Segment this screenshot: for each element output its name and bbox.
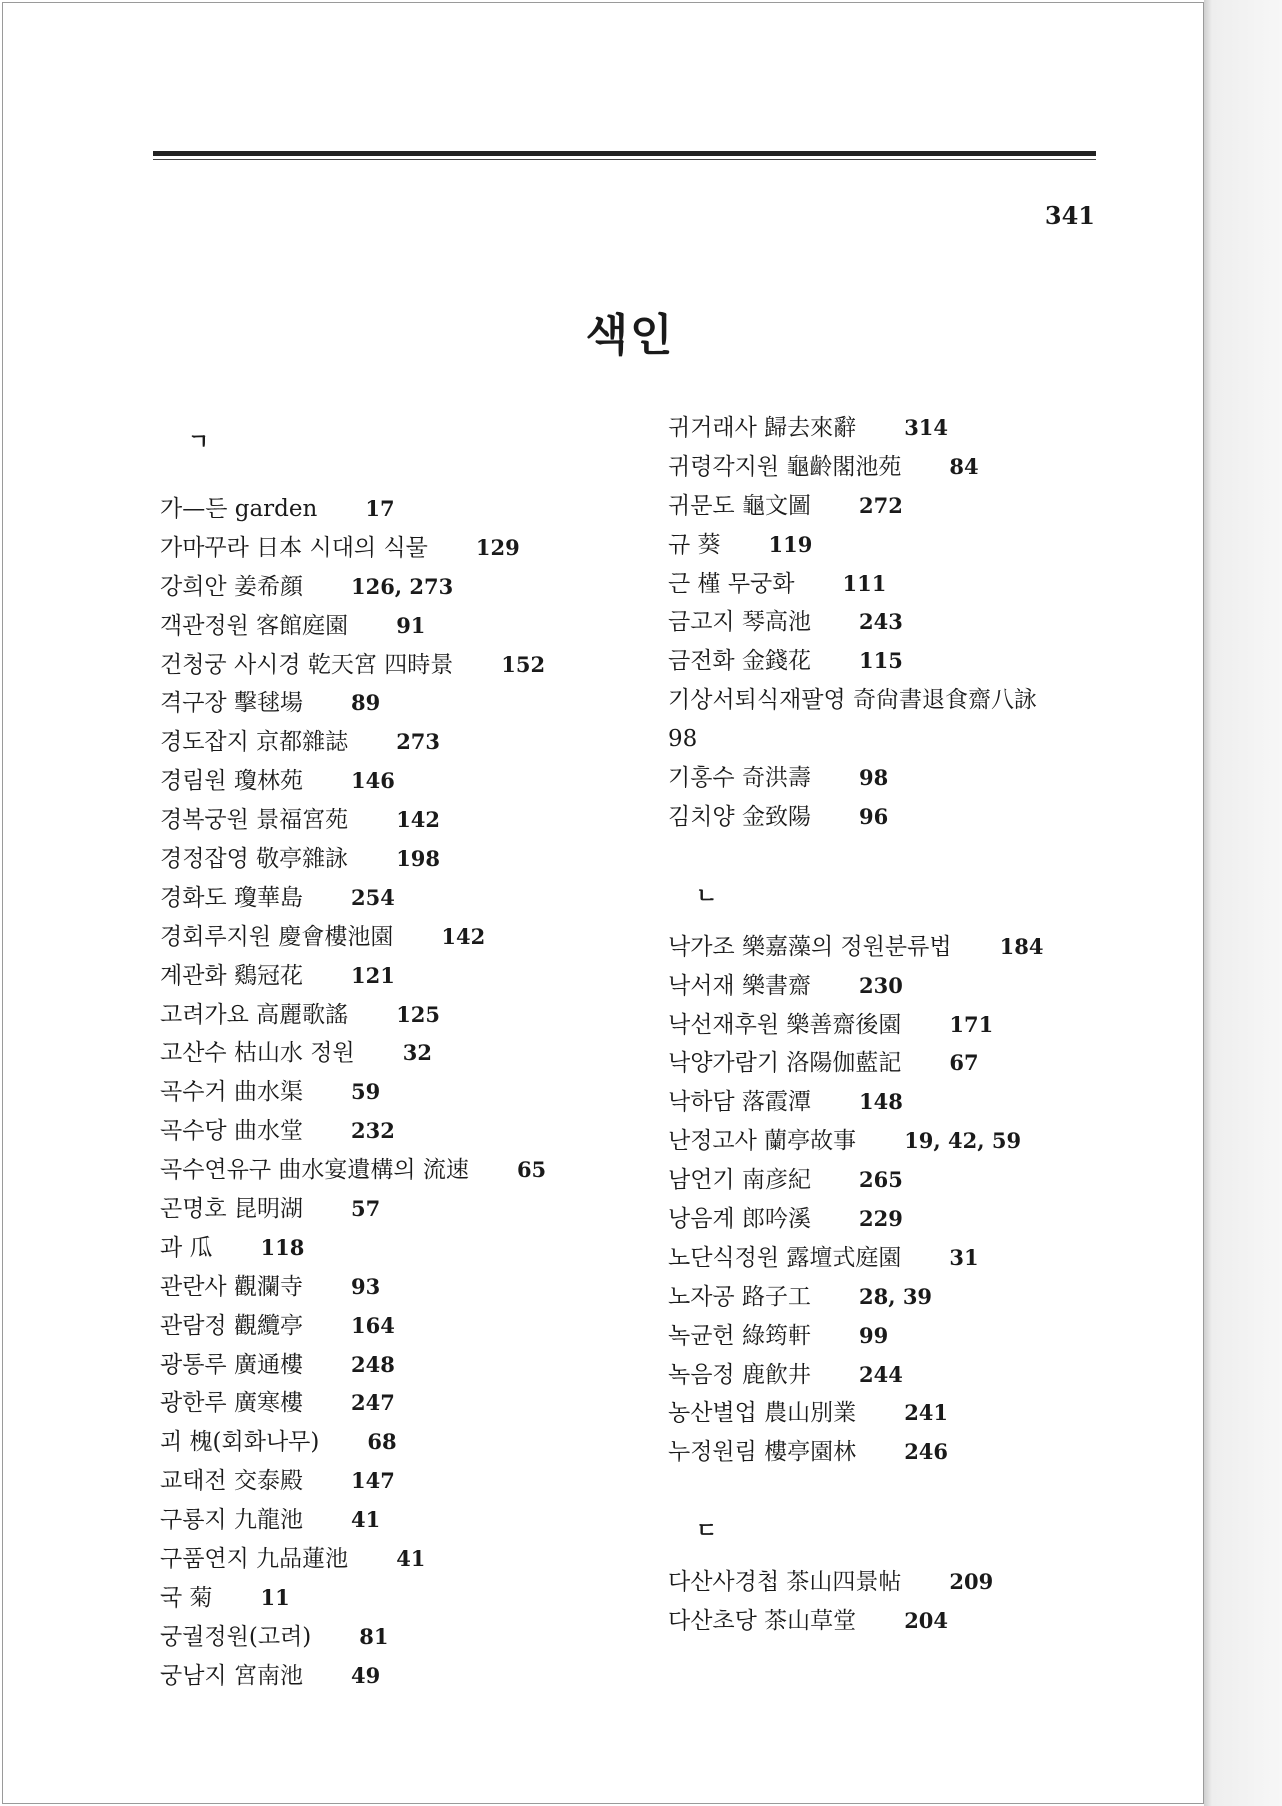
index-term: 낙선재후원 樂善齋後園	[668, 1011, 902, 1038]
index-entry	[668, 642, 1138, 681]
index-term: 곡수거 曲水渠	[160, 1079, 303, 1106]
index-entry	[160, 840, 640, 879]
index-page-ref: 244	[858, 1361, 903, 1387]
index-term: 관란사 觀瀾寺	[160, 1273, 303, 1300]
index-term: 낙서재 樂書齋	[668, 972, 811, 999]
index-entry	[160, 684, 640, 723]
header-rule-thin	[153, 159, 1096, 160]
index-page-ref: 89	[350, 690, 381, 716]
index-entry-list	[160, 490, 640, 1696]
index-entry	[160, 1579, 640, 1618]
index-page-ref: 119	[768, 531, 813, 557]
index-entry	[160, 762, 640, 801]
index-page-ref: 93	[350, 1273, 381, 1299]
index-term: 고려가요 高麗歌謠	[160, 1001, 349, 1028]
index-term: 낙하담 落霞潭	[668, 1089, 811, 1116]
index-entry-list	[668, 928, 1138, 1472]
index-term: 구룡지 九龍池	[160, 1507, 303, 1534]
book-page	[2, 2, 1204, 1804]
index-entry	[160, 1190, 640, 1229]
index-page-ref: 99	[858, 1322, 889, 1348]
index-entry	[160, 1657, 640, 1696]
section-heading-d: ㄷ	[696, 1518, 718, 1545]
index-entry	[160, 1462, 640, 1501]
index-page-ref: 164	[350, 1312, 395, 1338]
index-page-ref: 19, 42, 59	[904, 1128, 1022, 1154]
index-term: 곡수연유구 曲水宴遺構의 流速	[160, 1157, 469, 1184]
index-column-right	[668, 409, 1138, 1641]
index-term: 다산초당 茶山草堂	[668, 1608, 857, 1635]
index-page-ref: 28, 39	[858, 1283, 933, 1309]
index-page-ref: 171	[949, 1011, 994, 1037]
index-page-ref: 142	[396, 807, 441, 833]
index-page-ref: 126, 273	[350, 573, 454, 599]
index-entry	[160, 957, 640, 996]
index-term: 근 槿 무궁화	[668, 570, 795, 597]
index-term: 계관화 鷄冠花	[160, 962, 303, 989]
index-entry	[160, 1112, 640, 1151]
index-page-ref: 125	[396, 1001, 441, 1027]
index-entry	[160, 529, 640, 568]
index-page-ref: 121	[350, 962, 395, 988]
index-page-ref: 111	[842, 570, 887, 596]
index-page-ref: 98	[858, 765, 889, 791]
index-entry	[668, 1239, 1138, 1278]
index-page-ref: 142	[441, 923, 486, 949]
index-entry	[668, 1433, 1138, 1472]
index-entry	[668, 1200, 1138, 1239]
index-page-ref: 152	[501, 651, 546, 677]
index-entry	[160, 490, 640, 529]
index-page-ref: 148	[858, 1089, 903, 1115]
index-term: 광통루 廣通樓	[160, 1351, 303, 1378]
index-entry	[160, 646, 640, 685]
index-entry	[668, 409, 1138, 448]
index-entry	[160, 1346, 640, 1385]
index-term: 광한루 廣寒樓	[160, 1390, 303, 1417]
index-entry	[668, 1317, 1138, 1356]
index-term: 경정잡영 敬亭雜詠	[160, 846, 349, 873]
index-entry	[668, 1006, 1138, 1045]
index-term: 노자공 路子工	[668, 1283, 811, 1310]
index-term: 경화도 瓊華島	[160, 884, 303, 911]
index-page-ref: 11	[260, 1584, 290, 1610]
index-page-ref: 147	[350, 1468, 395, 1494]
index-page-ref: 209	[949, 1569, 994, 1595]
page-title: 색인	[585, 310, 675, 361]
index-term: 경도잡지 京都雜誌	[160, 729, 349, 756]
index-term: 건청궁 사시경 乾天宮 四時景	[160, 651, 454, 678]
index-term: 김치양 金致陽	[668, 803, 811, 830]
index-term: 노단식정원 露壇式庭園	[668, 1244, 902, 1271]
section-gap	[668, 916, 1138, 928]
index-term: 경회루지원 慶會樓池園	[160, 923, 394, 950]
index-page-ref: 68	[367, 1429, 397, 1455]
index-term: 격구장 擊毬場	[160, 690, 303, 717]
index-entry-list	[668, 409, 1138, 837]
index-entry	[668, 1602, 1138, 1641]
index-page-ref: 65	[516, 1157, 547, 1183]
index-page-ref: 230	[858, 972, 903, 998]
index-entry	[160, 801, 640, 840]
header-rule	[153, 151, 1096, 156]
index-entry	[668, 603, 1138, 642]
index-entry	[160, 1151, 640, 1190]
index-term: 교태전 交泰殿	[160, 1468, 303, 1495]
index-page-ref: 241	[904, 1400, 949, 1426]
index-entry	[668, 1563, 1138, 1602]
index-term: 괴 槐(회화나무)	[160, 1429, 320, 1456]
index-entry	[668, 1394, 1138, 1433]
index-term: 궁궐정원(고려)	[160, 1623, 312, 1650]
index-page-ref: 184	[999, 933, 1044, 959]
index-term: 금고지 琴高池	[668, 609, 811, 636]
index-entry	[160, 1501, 640, 1540]
index-term: 객관정원 客館庭園	[160, 612, 349, 639]
index-page-ref: 118	[260, 1234, 305, 1260]
index-term: 고산수 枯山水 정원	[160, 1040, 355, 1067]
index-page-ref: 265	[858, 1167, 903, 1193]
index-term: 남언기 南彦紀	[668, 1167, 811, 1194]
index-term: 난정고사 蘭亭故事	[668, 1128, 857, 1155]
index-term: 귀문도 龜文圖	[668, 492, 811, 519]
index-page-ref: 57	[350, 1196, 381, 1222]
index-entry	[668, 1083, 1138, 1122]
index-term: 가마꾸라 日本 시대의 식물	[160, 534, 428, 561]
index-term: 농산별업 農山別業	[668, 1400, 857, 1427]
index-term: 관람정 觀纜亭	[160, 1312, 303, 1339]
index-entry	[160, 1268, 640, 1307]
index-entry	[668, 798, 1138, 837]
index-term: 경림원 瓊林苑	[160, 768, 303, 795]
index-term: 경복궁원 景福宮苑	[160, 807, 349, 834]
index-page-ref: 49	[350, 1662, 381, 1688]
index-page-ref: 204	[904, 1608, 949, 1634]
index-term: 곡수당 曲水堂	[160, 1118, 303, 1145]
index-term: 누정원림 樓亭園林	[668, 1439, 857, 1466]
index-term: 궁남지 宮南池	[160, 1662, 303, 1689]
index-term: 다산사경첩 茶山四景帖	[668, 1569, 902, 1596]
index-page-ref: 17	[365, 496, 395, 521]
index-term: 낭음계 郎吟溪	[668, 1206, 811, 1233]
index-page-ref: 247	[350, 1390, 395, 1416]
index-page-ref: 91	[396, 612, 426, 638]
index-page-ref: 229	[858, 1206, 903, 1232]
index-page-ref: 67	[949, 1050, 979, 1076]
index-page-ref: 232	[350, 1118, 395, 1144]
index-entry	[160, 879, 640, 918]
index-term: 금전화 金錢花	[668, 648, 811, 675]
index-term: 귀거래사 歸去來辭	[668, 415, 857, 441]
section-heading-g: ㄱ	[188, 429, 210, 455]
index-page-ref: 248	[350, 1351, 395, 1377]
index-entry	[668, 1356, 1138, 1395]
index-entry	[668, 448, 1138, 487]
page-edge-shadow	[1204, 0, 1282, 1806]
index-entry	[668, 487, 1138, 526]
index-page-ref: 146	[350, 768, 395, 794]
index-term: 낙양가람기 洛陽伽藍記	[668, 1050, 902, 1077]
index-entry	[668, 526, 1138, 565]
index-entry	[160, 1540, 640, 1579]
index-entry	[668, 1161, 1138, 1200]
section-heading-n: ㄴ	[696, 882, 718, 909]
index-page-ref: 272	[858, 492, 903, 518]
index-page-ref: 84	[949, 453, 979, 479]
index-page-ref: 32	[402, 1040, 432, 1066]
index-page-ref: 96	[858, 803, 889, 829]
index-page-ref: 273	[396, 729, 441, 755]
index-term: 곤명호 昆明湖	[160, 1196, 303, 1223]
index-term: 구품연지 九品蓮池	[160, 1546, 349, 1573]
index-page-ref: 243	[858, 609, 903, 635]
index-term: 귀령각지원 龜齡閣池苑	[668, 453, 902, 480]
index-entry	[668, 681, 1138, 720]
index-entry	[668, 1044, 1138, 1083]
index-term: 기홍수 奇洪壽	[668, 765, 811, 792]
index-term: 낙가조 樂嘉藻의 정원분류법	[668, 933, 952, 960]
index-page-ref: 81	[359, 1623, 389, 1649]
index-term: 98	[668, 726, 698, 753]
index-page-ref: 314	[904, 415, 949, 440]
index-entry	[668, 720, 1138, 759]
index-term: 국 菊	[160, 1584, 213, 1611]
index-page-ref: 246	[904, 1439, 949, 1465]
index-entry	[160, 607, 640, 646]
index-term: 녹균헌 綠筠軒	[668, 1322, 811, 1349]
index-page-ref: 254	[350, 884, 395, 910]
index-entry	[668, 967, 1138, 1006]
section-gap	[668, 1472, 1138, 1512]
index-entry	[668, 759, 1138, 798]
index-entry	[160, 568, 640, 607]
index-page-ref: 59	[350, 1079, 381, 1105]
page-number: 341	[1044, 201, 1095, 230]
index-entry	[160, 1229, 640, 1268]
index-entry	[668, 1122, 1138, 1161]
index-entry	[668, 928, 1138, 967]
section-gap	[160, 462, 640, 490]
index-term: 기상서퇴식재팔영 奇尙書退食齋八詠	[668, 687, 1038, 714]
index-entry	[160, 918, 640, 957]
index-column-left	[160, 423, 640, 1696]
index-entry	[160, 996, 640, 1035]
index-term: 과 瓜	[160, 1234, 213, 1261]
index-entry	[160, 1307, 640, 1346]
index-entry	[668, 1278, 1138, 1317]
index-page-ref: 31	[949, 1244, 979, 1270]
index-page-ref: 41	[350, 1507, 381, 1533]
index-page-ref: 198	[396, 846, 441, 872]
index-entry	[160, 1423, 640, 1462]
section-gap	[668, 1551, 1138, 1563]
index-page-ref: 129	[475, 534, 520, 560]
index-entry	[160, 723, 640, 762]
index-term: 강희안 姜希顔	[160, 573, 303, 600]
index-entry	[668, 565, 1138, 604]
index-term: 가—든 garden	[160, 496, 318, 522]
index-entry	[160, 1384, 640, 1423]
index-page-ref: 115	[858, 648, 903, 674]
index-entry-list	[668, 1563, 1138, 1641]
section-gap	[668, 837, 1138, 877]
index-entry	[160, 1073, 640, 1112]
index-page-ref: 41	[396, 1546, 426, 1572]
index-entry	[160, 1034, 640, 1073]
index-term: 규 葵	[668, 531, 721, 558]
index-entry	[160, 1618, 640, 1657]
index-term: 녹음정 鹿飮井	[668, 1361, 811, 1388]
